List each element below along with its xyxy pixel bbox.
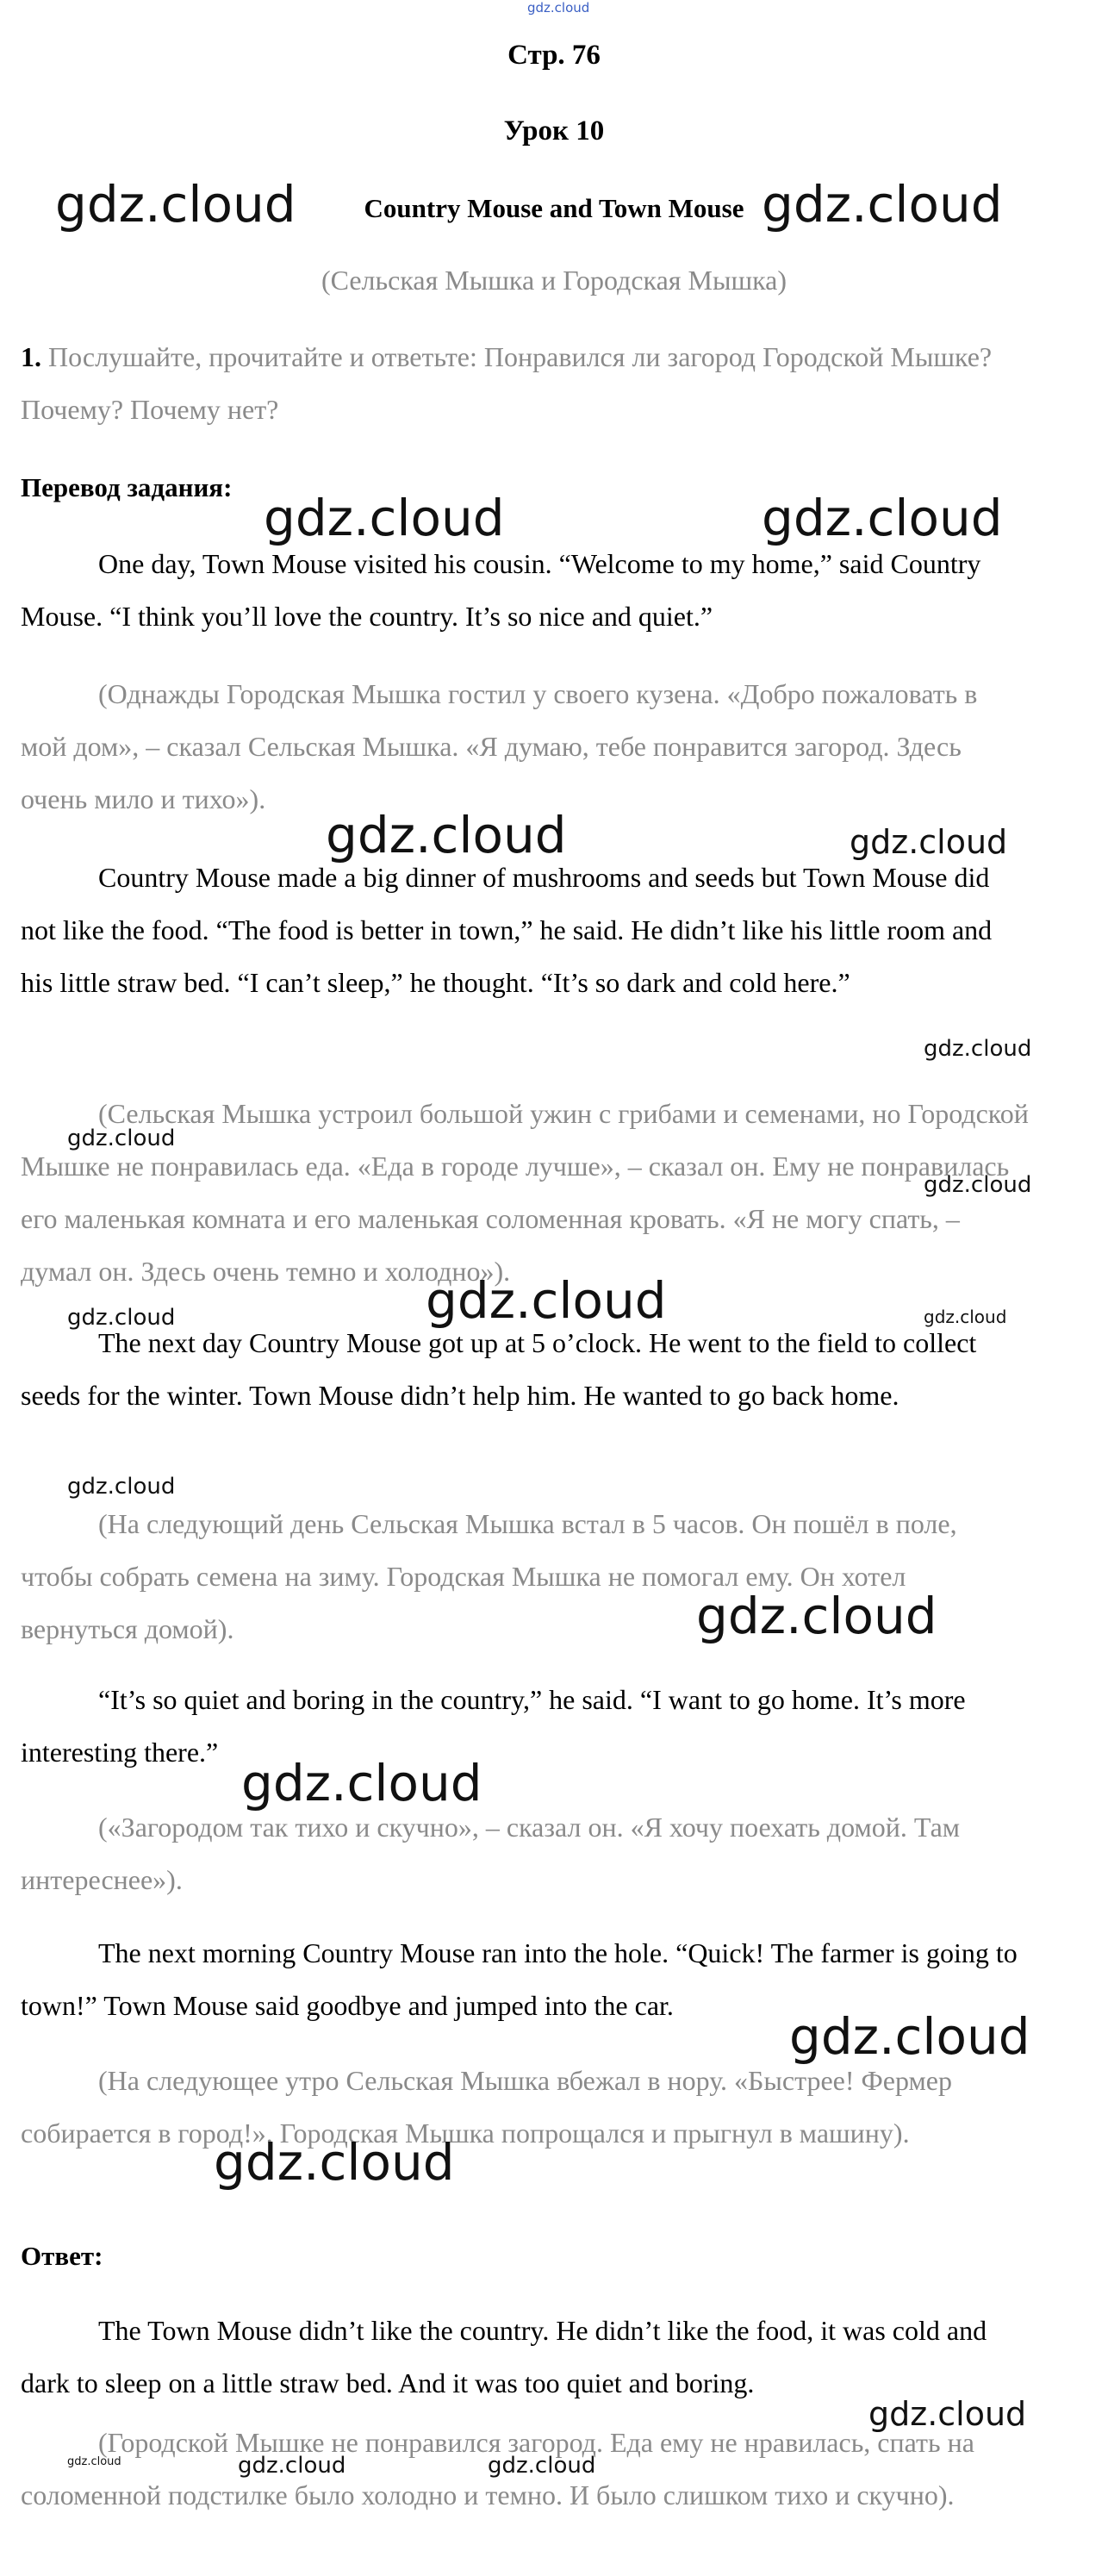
story-translation: (На следующий день Сельская Мышка встал в 5 часов. Он пошёл в поле, чтобы собрать семена на зиму. Городская Мышка не помогал ему. Он хотел вернуться домой). <box>21 1508 957 1644</box>
task-text <box>21 331 1029 436</box>
watermark: gdz.cloud <box>850 823 1008 861</box>
watermark: gdz.cloud <box>868 2395 1027 2433</box>
watermark: gdz.cloud <box>696 1587 937 1645</box>
answer-translation: (Городской Мышке не понравился загород. Еда ему не нравилась, спать на соломенной подстилке было холодно и темно. И было слишком тихо и скучно). <box>21 2427 974 2511</box>
watermark: gdz.cloud <box>55 175 296 234</box>
watermark: gdz.cloud <box>488 2453 596 2479</box>
lesson-heading: Урок 10 <box>503 115 605 147</box>
watermark-top: gdz.cloud <box>527 0 590 16</box>
watermark: gdz.cloud <box>789 2007 1030 2066</box>
watermark: gdz.cloud <box>762 175 1003 234</box>
translation-label: Перевод задания: <box>21 472 233 502</box>
watermark: gdz.cloud <box>264 489 505 547</box>
watermark: gdz.cloud <box>762 489 1003 547</box>
watermark: gdz.cloud <box>67 1474 176 1500</box>
watermark: gdz.cloud <box>924 1172 1032 1198</box>
story-paragraph: Country Mouse made a big dinner of mushrooms and seeds but Town Mouse did not like the food. “The food is better in town,” he said. He didn’t like his little room and his little straw bed. “I can’t sleep,” he thought. “It’s so dark and cold here.” <box>21 862 993 998</box>
story-paragraph: “It’s so quiet and boring in the country,” he said. “I want to go home. It’s more interesting there.” <box>21 1684 966 1768</box>
story-paragraph: The next day Country Mouse got up at 5 o’clock. He went to the field to collect seeds for the winter. Town Mouse didn’t help him. He wanted to go back home. <box>21 1327 977 1411</box>
watermark: gdz.cloud <box>241 1754 482 1812</box>
story-paragraph: The next morning Country Mouse ran into the hole. “Quick! The farmer is going to town!” Town Mouse said goodbye and jumped into the car. <box>21 1937 1018 2021</box>
task-number: 1. <box>21 341 41 372</box>
story-translation: (Однажды Городская Мышка гостил у своего кузена. «Добро пожаловать в мой дом», – сказал Сельская Мышка. «Я думаю, тебе понравится загород. Здесь очень мило и тихо»). <box>21 678 978 814</box>
watermark: gdz.cloud <box>67 1305 176 1331</box>
watermark: gdz.cloud <box>924 1036 1032 1062</box>
watermark: gdz.cloud <box>326 806 567 864</box>
watermark: gdz.cloud <box>426 1271 667 1330</box>
story-title-translation: (Сельская Мышка и Городская Мышка) <box>321 265 787 296</box>
watermark: gdz.cloud <box>67 2455 121 2468</box>
story-paragraph: One day, Town Mouse visited his cousin. “Welcome to my home,” said Country Mouse. “I think you’ll love the country. It’s so nice and quiet.” <box>21 548 981 632</box>
story-translation: (Сельская Мышка устроил большой ужин с грибами и семенами, но Городской Мышке не понравилась еда. «Еда в городе лучше», – сказал он. Ему не понравилась его маленькая комната и его маленькая соломенная кровать. «Я не могу спать, – думал он. Здесь очень темно и холодно»). <box>21 1098 1029 1287</box>
story-translation: («Загородом так тихо и скучно», – сказал он. «Я хочу поехать домой. Там интереснее»). <box>21 1812 961 1895</box>
watermark: gdz.cloud <box>67 1126 176 1151</box>
story-title: Country Mouse and Town Mouse <box>364 193 744 223</box>
answer-text: The Town Mouse didn’t like the country. He didn’t like the food, it was cold and dark to sleep on a little straw bed. And it was too quiet and boring. <box>21 2315 987 2398</box>
page-reference: Стр. 76 <box>507 40 601 71</box>
answer-label: Ответ: <box>21 2241 103 2271</box>
task-instruction: Послушайте, прочитайте и ответьте: Понравился ли загород Городской Мышке? Почему? Почему нет? <box>21 341 993 425</box>
watermark: gdz.cloud <box>924 1307 1007 1327</box>
watermark: gdz.cloud <box>238 2453 346 2479</box>
story-translation: (На следующее утро Сельская Мышка вбежал в нору. «Быстрее! Фермер собирается в город!». Городская Мышка попрощался и прыгнул в машину). <box>21 2065 952 2149</box>
watermark: gdz.cloud <box>214 2133 455 2192</box>
